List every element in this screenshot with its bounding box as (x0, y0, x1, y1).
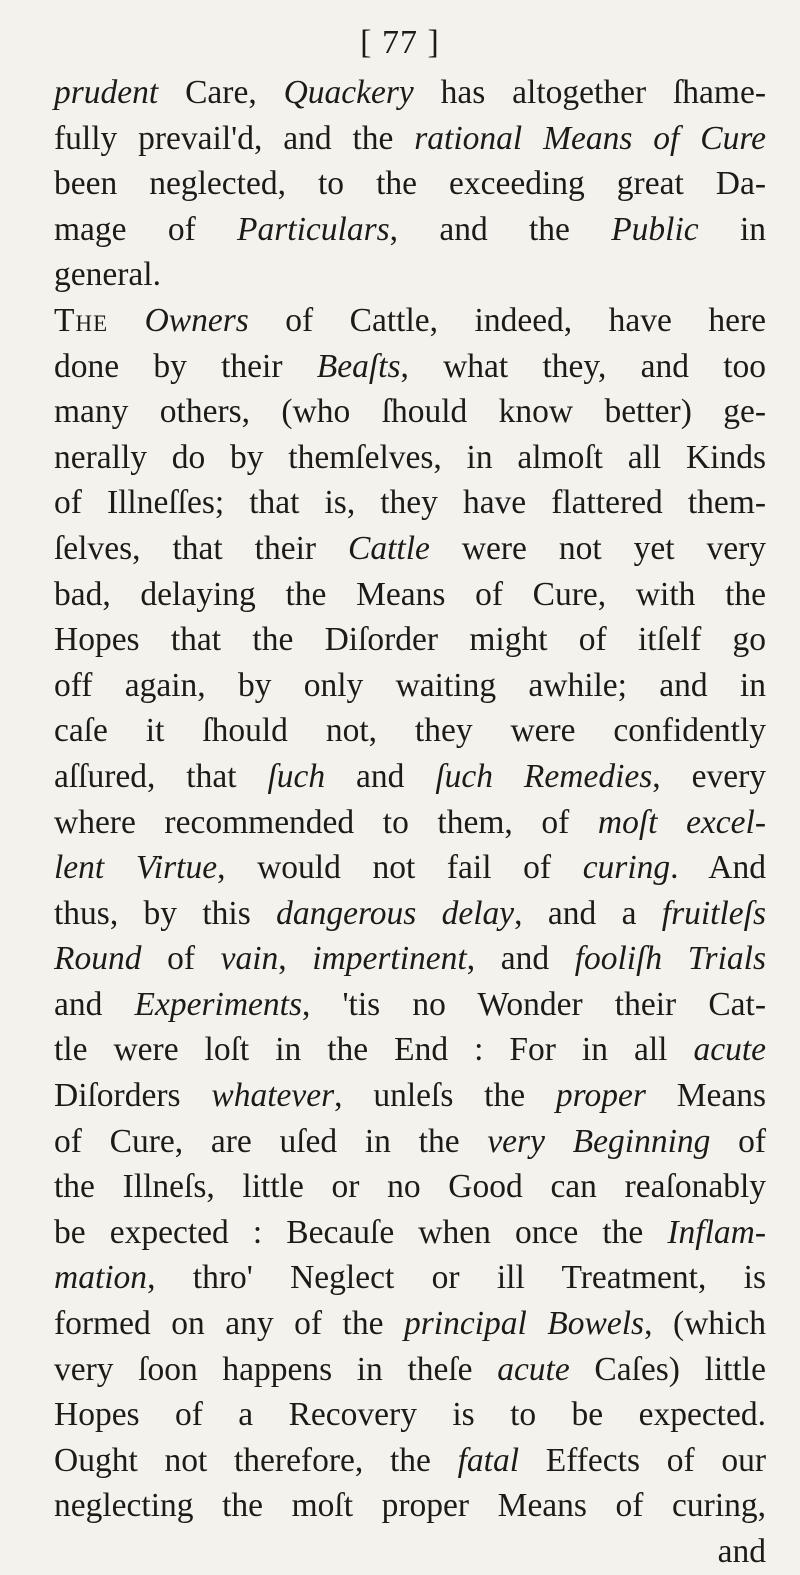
text-line (54, 1347, 766, 1393)
text-run: , 'tis no Wonder their Cat- (301, 985, 766, 1023)
text-run: , (278, 940, 313, 978)
text-line (54, 161, 766, 207)
text-run: many others, (who ſhould know better) ge- (54, 393, 766, 431)
text-line (54, 708, 766, 754)
italic-text: ſuch (267, 757, 326, 795)
text-run: , what they, and too (400, 347, 767, 385)
text-run: mage of (54, 210, 238, 248)
text-line (54, 526, 766, 572)
italic-text: Particulars (237, 210, 390, 248)
italic-text: curing (582, 849, 671, 887)
text-line (54, 1301, 766, 1347)
text-line (54, 1438, 766, 1484)
text-run: done by their (54, 347, 317, 385)
italic-text: lent Virtue (54, 849, 218, 887)
text-line (54, 982, 766, 1028)
text-run: of Cure, are uſed in the (54, 1122, 488, 1160)
italic-text: Beaſts (316, 347, 401, 385)
text-run: , and the (389, 210, 612, 248)
text-run: bad, delaying the Means of Cure, with the (54, 575, 766, 613)
text-run: very ſoon happens in theſe (54, 1350, 498, 1388)
text-run: . And (670, 849, 766, 887)
text-run: ſelves, that their (54, 529, 348, 567)
text-run: off again, by only waiting awhile; and in (54, 666, 766, 704)
text-line (54, 1119, 766, 1165)
italic-text: proper (555, 1077, 646, 1115)
text-run: the Illneſs, little or no Good can reaſonably (54, 1168, 766, 1206)
italic-text: Inflam- (667, 1213, 766, 1251)
text-run: tle were loſt in the End : For in all (54, 1031, 694, 1069)
text-run: , every (652, 757, 766, 795)
text-run: and (54, 985, 135, 1023)
text-run: aſſured, that (54, 757, 268, 795)
text-line (54, 1483, 766, 1529)
text-line (54, 663, 766, 709)
text-line (54, 1392, 766, 1438)
small-caps-text: The (54, 301, 109, 339)
text-run: , would not fail of (217, 849, 583, 887)
text-line (54, 936, 766, 982)
italic-text: moſt excel- (597, 803, 767, 841)
text-run: neglecting the moſt proper Means of curing, (54, 1487, 766, 1525)
text-run: be expected : Becauſe when once the (54, 1213, 668, 1251)
text-run: , thro' Neglect or ill Treatment, is (147, 1259, 766, 1297)
text-run: fully prevail'd, and the (54, 119, 415, 157)
body-text (54, 70, 766, 1575)
text-line (54, 252, 766, 298)
catchword (54, 1529, 766, 1575)
italic-text: mation (54, 1259, 148, 1297)
text-line (54, 1210, 766, 1256)
text-line (54, 207, 766, 253)
italic-text: Public (611, 210, 699, 248)
text-line (54, 1027, 766, 1073)
text-run: Hopes that the Diſorder might of itſelf go (54, 621, 766, 659)
italic-text: Round (54, 940, 142, 978)
text-run: Ought not therefore, the (54, 1441, 458, 1479)
text-run: of (710, 1122, 767, 1160)
text-line (54, 617, 766, 663)
italic-text: prudent (54, 74, 159, 111)
text-line (54, 1073, 766, 1119)
text-run: Means (645, 1077, 767, 1115)
italic-text: fooliſh Trials (574, 940, 766, 978)
text-run: of Illneſſes; that is, they have flattered them- (54, 484, 766, 522)
text-run: in (698, 210, 767, 248)
text-run: and (325, 757, 436, 795)
text-line (54, 891, 766, 937)
text-run: , unleſs the (334, 1077, 556, 1115)
text-line (54, 1164, 766, 1210)
text-line (54, 70, 766, 116)
text-line (54, 754, 766, 800)
italic-text: Cattle (347, 529, 430, 567)
text-line (54, 389, 766, 435)
text-line (54, 116, 766, 162)
text-run: Care, (158, 74, 284, 111)
italic-text: Owners (144, 301, 249, 339)
text-run: been neglected, to the exceeding great Da- (54, 165, 766, 203)
text-line (54, 435, 766, 481)
text-run (108, 302, 144, 339)
text-run: formed on any of the (54, 1305, 404, 1343)
text-run: of Cattle, indeed, have here (248, 301, 766, 339)
text-run: Diſorders (54, 1077, 212, 1115)
text-run: where recommended to them, of (54, 803, 598, 841)
italic-text: rational Means of Cure (414, 119, 766, 157)
text-run: were not yet very (429, 529, 766, 567)
italic-text: whatever (211, 1077, 335, 1115)
italic-text: acute (693, 1031, 766, 1069)
text-run: , (which (644, 1305, 766, 1343)
text-run: has altogether ſhame- (413, 74, 766, 111)
text-run: , and (466, 940, 575, 978)
italic-text: fatal (457, 1441, 520, 1479)
italic-text: Experiments (134, 985, 302, 1023)
text-run: , and a (514, 894, 662, 932)
text-run: thus, by this (54, 894, 277, 932)
text-run: of (141, 940, 221, 978)
text-run: caſe it ſhould not, they were confidently (54, 712, 766, 750)
text-line (54, 298, 766, 344)
text-line (54, 480, 766, 526)
text-line (54, 344, 766, 390)
text-line (54, 800, 766, 846)
italic-text: principal Bowels (403, 1305, 645, 1343)
text-run: Effects of our (519, 1441, 766, 1479)
italic-text: dangerous delay (276, 894, 515, 932)
text-run: general. (54, 256, 161, 294)
text-run: Caſes) little (569, 1350, 766, 1388)
text-line (54, 1255, 766, 1301)
text-line (54, 572, 766, 618)
text-run: Hopes of a Recovery is to be expected. (54, 1396, 766, 1434)
page-number: [ 77 ] (360, 24, 440, 61)
italic-text: fruitleſs (661, 894, 766, 932)
italic-text: Quackery (283, 74, 414, 111)
text-run: nerally do by themſelves, in almoſt all Kinds (54, 438, 766, 476)
italic-text: acute (497, 1350, 570, 1388)
italic-text: very Beginning (487, 1122, 711, 1160)
text-run: and (717, 1533, 766, 1570)
italic-text: vain (220, 940, 279, 978)
text-line (54, 845, 766, 891)
italic-text: ſuch Remedies (435, 757, 653, 795)
italic-text: impertinent (312, 940, 467, 978)
